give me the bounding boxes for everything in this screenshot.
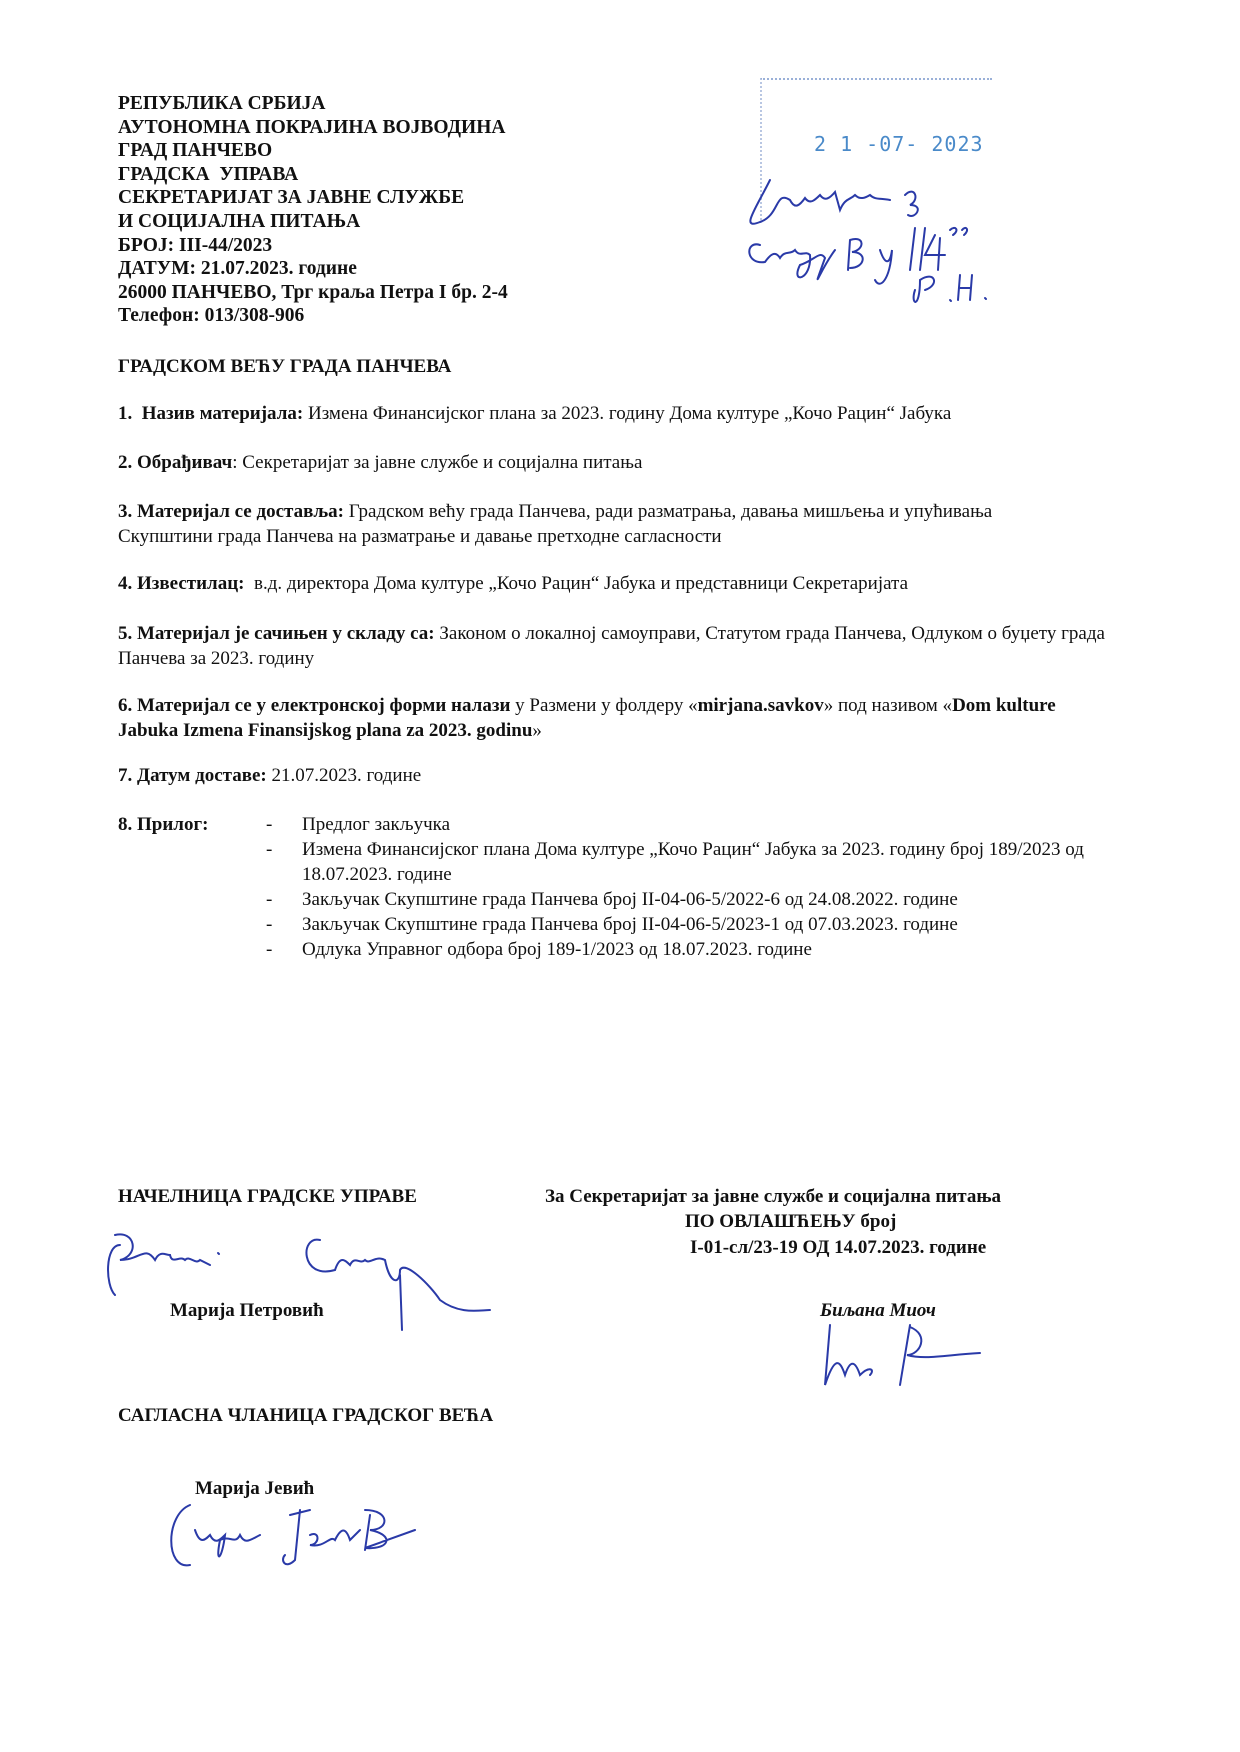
signature-jevic [160, 1490, 460, 1580]
file-name: Dom kulture Jabuka Izmena Finansijskog plana za 2023. godinu [118, 695, 1056, 741]
item-label: 4. Известилац: [118, 573, 245, 594]
item-delivered-to [118, 499, 1058, 549]
item-text: » [532, 720, 542, 741]
attachment-item [266, 887, 1122, 912]
item-label: 3. Материјал се доставља: [118, 501, 344, 522]
stamp-date: 2 1 -07- 2023 [814, 132, 984, 156]
letterhead-line: И СОЦИЈАЛНА ПИТАЊА [118, 210, 361, 232]
dash: - [266, 839, 273, 860]
signature-mioc [815, 1315, 995, 1395]
recipient-heading: ГРАДСКОМ ВЕЋУ ГРАДА ПАНЧЕВА [118, 356, 452, 377]
right-signatory-name: Биљана Миоч [820, 1300, 936, 1321]
letterhead-line: СЕКРЕТАРИЈАТ ЗА ЈАВНЕ СЛУЖБЕ [118, 187, 465, 209]
item-reporter [118, 571, 1128, 596]
attachment-text: Предлог закључка [302, 814, 451, 835]
item-text: в.д. директора Дома културе „Кочо Рацин“ Јабука и представници Секретаријата [244, 573, 909, 594]
document-date: ДАТУМ: 21.07.2023. године [118, 258, 357, 280]
attachments-label: 8. Прилог: [118, 814, 209, 835]
item-legal-basis [118, 621, 1128, 671]
letterhead-line: ГРАД ПАНЧЕВО [118, 140, 273, 162]
item-text: 21.07.2023. године [266, 765, 422, 786]
item-material-name [118, 401, 1128, 426]
attachment-text: Одлука Управног одбора број 189-1/2023 од 18.07.2023. године [302, 939, 812, 960]
item-text: Градском већу града Панчева, ради разматрања, давања мишљења и упућивања Скупштини града Панчева на разматрање и давање претходне сагласности [118, 501, 993, 547]
attachments-list [266, 812, 1146, 962]
letterhead-line: ГРАДСКА УПРАВА [118, 163, 299, 185]
council-member-name: Марија Јевић [195, 1478, 315, 1499]
authorization-number: I-01-сл/23-19 ОД 14.07.2023. године [690, 1237, 987, 1258]
item-text: Измена Финансијског плана за 2023. годину Дома културе „Кочо Рацин“ Јабука [303, 403, 952, 424]
item-label: 1. Назив материјала: [118, 403, 304, 424]
item-author [118, 450, 1128, 475]
council-member-title: САГЛАСНА ЧЛАНИЦА ГРАДСКОГ ВЕЋА [118, 1405, 494, 1426]
attachment-item [266, 837, 1122, 887]
handwritten-note [740, 170, 1020, 310]
left-signatory-name: Марија Петровић [170, 1300, 324, 1321]
attachment-text: Закључак Скупштине града Панчева број II-04-06-5/2022-6 од 24.08.2022. године [302, 889, 958, 910]
item-electronic-location [118, 693, 1118, 743]
dash: - [266, 914, 273, 935]
item-text: у Размени у фолдеру « [510, 695, 698, 716]
item-label: 2. Обрађивач [118, 452, 233, 473]
item-text: : Секретаријат за јавне службе и социјална питања [232, 452, 643, 473]
folder-name: mirjana.savkov [697, 695, 824, 716]
item-label: 5. Материјал је сачињен у складу са: [118, 623, 435, 644]
attachment-text: Измена Финансијског плана Дома културе „Кочо Рацин“ Јабука за 2023. годину број 189/2023 од 18.07.2023. године [302, 839, 1084, 885]
address: 26000 ПАНЧЕВО, Трг краља Петра I бр. 2-4 [118, 281, 508, 303]
attachment-item [266, 812, 1122, 837]
signature-petrovic [100, 1225, 500, 1335]
letterhead-line: РЕПУБЛИКА СРБИЈА [118, 93, 326, 114]
letterhead-line: АУТОНОМНА ПОКРАЈИНА ВОЈВОДИНА [118, 116, 506, 138]
attachment-item [266, 912, 1122, 937]
letterhead [118, 92, 508, 328]
item-delivery-date [118, 763, 1128, 788]
dash: - [266, 814, 273, 835]
left-signatory-title: НАЧЕЛНИЦА ГРАДСКЕ УПРАВЕ [118, 1186, 417, 1207]
item-text: Законом о локалној самоуправи, Статутом града Панчева, Одлуком о буџету града Панчева за 2023. годину [118, 623, 1105, 669]
authorization-line: ПО ОВЛАШЋЕЊУ број [685, 1211, 897, 1232]
item-label: 7. Датум доставе: [118, 765, 267, 786]
document-number: БРОЈ: III-44/2023 [118, 234, 273, 256]
attachment-text: Закључак Скупштине града Панчева број II-04-06-5/2023-1 од 07.03.2023. године [302, 914, 958, 935]
attachment-item [266, 937, 1122, 962]
dash: - [266, 939, 273, 960]
right-signatory-title: За Секретаријат за јавне службе и социјална питања [545, 1186, 1001, 1207]
item-label: 6. Материјал се у електронској форми налази [118, 695, 511, 716]
item-text: » под називом « [823, 695, 953, 716]
phone: Телефон: 013/308-906 [118, 305, 305, 327]
dash: - [266, 889, 273, 910]
